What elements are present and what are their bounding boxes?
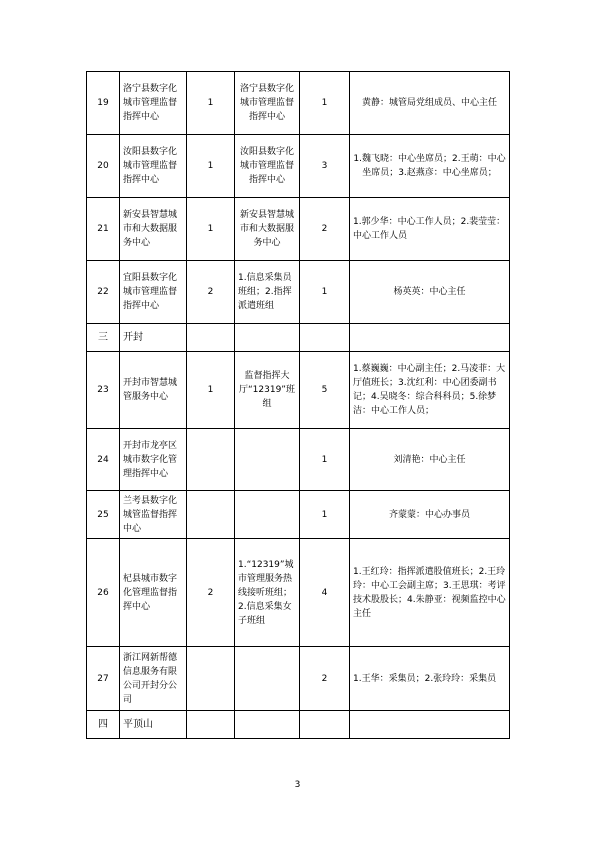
- member-list: 1.王华：采集员；2.张玲玲：采集员: [350, 647, 510, 711]
- member-count: 4: [300, 539, 350, 647]
- group-count: 2: [187, 261, 235, 324]
- table-row: [87, 198, 510, 261]
- member-list: 1.王红玲：指挥派遣股值班长；2.王玲玲：中心工会副主席；3.王思琪：考评技术股股长；4.朱静亚：视频监控中心主任: [350, 539, 510, 647]
- group-count: [187, 647, 235, 711]
- unit-name: 洛宁县数字化城市管理监督指挥中心: [120, 72, 187, 135]
- empty-cell: [235, 324, 300, 352]
- unit-name: 汝阳县数字化城市管理监督指挥中心: [120, 135, 187, 198]
- member-count: 1: [300, 72, 350, 135]
- empty-cell: [187, 324, 235, 352]
- member-count: 1: [300, 429, 350, 491]
- empty-cell: [300, 711, 350, 739]
- team-name: 1.“12319”城市管理服务热线接听班组；2.信息采集女子班组: [235, 539, 300, 647]
- table-row: [87, 261, 510, 324]
- empty-cell: [350, 711, 510, 739]
- group-count: [187, 491, 235, 539]
- group-count: [187, 429, 235, 491]
- member-count: 2: [300, 198, 350, 261]
- table-row: [87, 491, 510, 539]
- unit-name: 浙江网新帮德信息服务有限公司开封分公司: [120, 647, 187, 711]
- group-count: 1: [187, 72, 235, 135]
- group-count: 1: [187, 352, 235, 429]
- empty-cell: [350, 324, 510, 352]
- table-row: [87, 135, 510, 198]
- row-number: 25: [87, 491, 120, 539]
- team-name: 新安县智慧城市和大数据服务中心: [235, 198, 300, 261]
- row-number: 23: [87, 352, 120, 429]
- table-row: [87, 352, 510, 429]
- member-count: 3: [300, 135, 350, 198]
- unit-name: 开封市龙亭区城市数字化管理指挥中心: [120, 429, 187, 491]
- member-list: 刘清艳：中心主任: [350, 429, 510, 491]
- member-list: 1.郭少华：中心工作人员；2.裴莹莹：中心工作人员: [350, 198, 510, 261]
- unit-name: 宜阳县数字化城市管理监督指挥中心: [120, 261, 187, 324]
- team-name: [235, 429, 300, 491]
- section-row: [87, 324, 510, 352]
- section-name: 开封: [120, 324, 187, 352]
- section-number: 三: [87, 324, 120, 352]
- member-list: 1.蔡巍巍：中心副主任；2.马凌菲：大厅值班长；3.沈红利：中心团委副书记；4.吴晓冬：综合科科员；5.徐梦洁：中心工作人员；: [350, 352, 510, 429]
- table-row: [87, 539, 510, 647]
- member-list: 黄静：城管局党组成员、中心主任: [350, 72, 510, 135]
- empty-cell: [187, 711, 235, 739]
- row-number: 27: [87, 647, 120, 711]
- row-number: 26: [87, 539, 120, 647]
- row-number: 21: [87, 198, 120, 261]
- member-count: 1: [300, 261, 350, 324]
- row-number: 20: [87, 135, 120, 198]
- team-name: [235, 647, 300, 711]
- award-list-table: [86, 71, 510, 739]
- table-row: [87, 72, 510, 135]
- member-count: 1: [300, 491, 350, 539]
- unit-name: 兰考县数字化城管监督指挥中心: [120, 491, 187, 539]
- unit-name: 新安县智慧城市和大数据服务中心: [120, 198, 187, 261]
- group-count: 1: [187, 135, 235, 198]
- page-number: 3: [294, 780, 301, 790]
- team-name: 监督指挥大厅“12319”班组: [235, 352, 300, 429]
- member-list: 齐蒙蒙：中心办事员: [350, 491, 510, 539]
- member-count: 2: [300, 647, 350, 711]
- unit-name: 开封市智慧城管服务中心: [120, 352, 187, 429]
- unit-name: 杞县城市数字化管理监督指挥中心: [120, 539, 187, 647]
- row-number: 22: [87, 261, 120, 324]
- member-list: 1.魏飞晓：中心坐席员；2.王萌：中心坐席员；3.赵燕彦：中心坐席员；: [350, 135, 510, 198]
- row-number: 19: [87, 72, 120, 135]
- team-name: [235, 491, 300, 539]
- table-row: [87, 647, 510, 711]
- group-count: 1: [187, 198, 235, 261]
- group-count: 2: [187, 539, 235, 647]
- section-number: 四: [87, 711, 120, 739]
- empty-cell: [300, 324, 350, 352]
- empty-cell: [235, 711, 300, 739]
- team-name: 汝阳县数字化城市管理监督指挥中心: [235, 135, 300, 198]
- table-row: [87, 429, 510, 491]
- section-row: [87, 711, 510, 739]
- member-count: 5: [300, 352, 350, 429]
- team-name: 1.信息采集员班组；2.指挥派遣班组: [235, 261, 300, 324]
- row-number: 24: [87, 429, 120, 491]
- table-body: [87, 72, 510, 739]
- section-name: 平顶山: [120, 711, 187, 739]
- member-list: 杨英英：中心主任: [350, 261, 510, 324]
- team-name: 洛宁县数字化城市管理监督指挥中心: [235, 72, 300, 135]
